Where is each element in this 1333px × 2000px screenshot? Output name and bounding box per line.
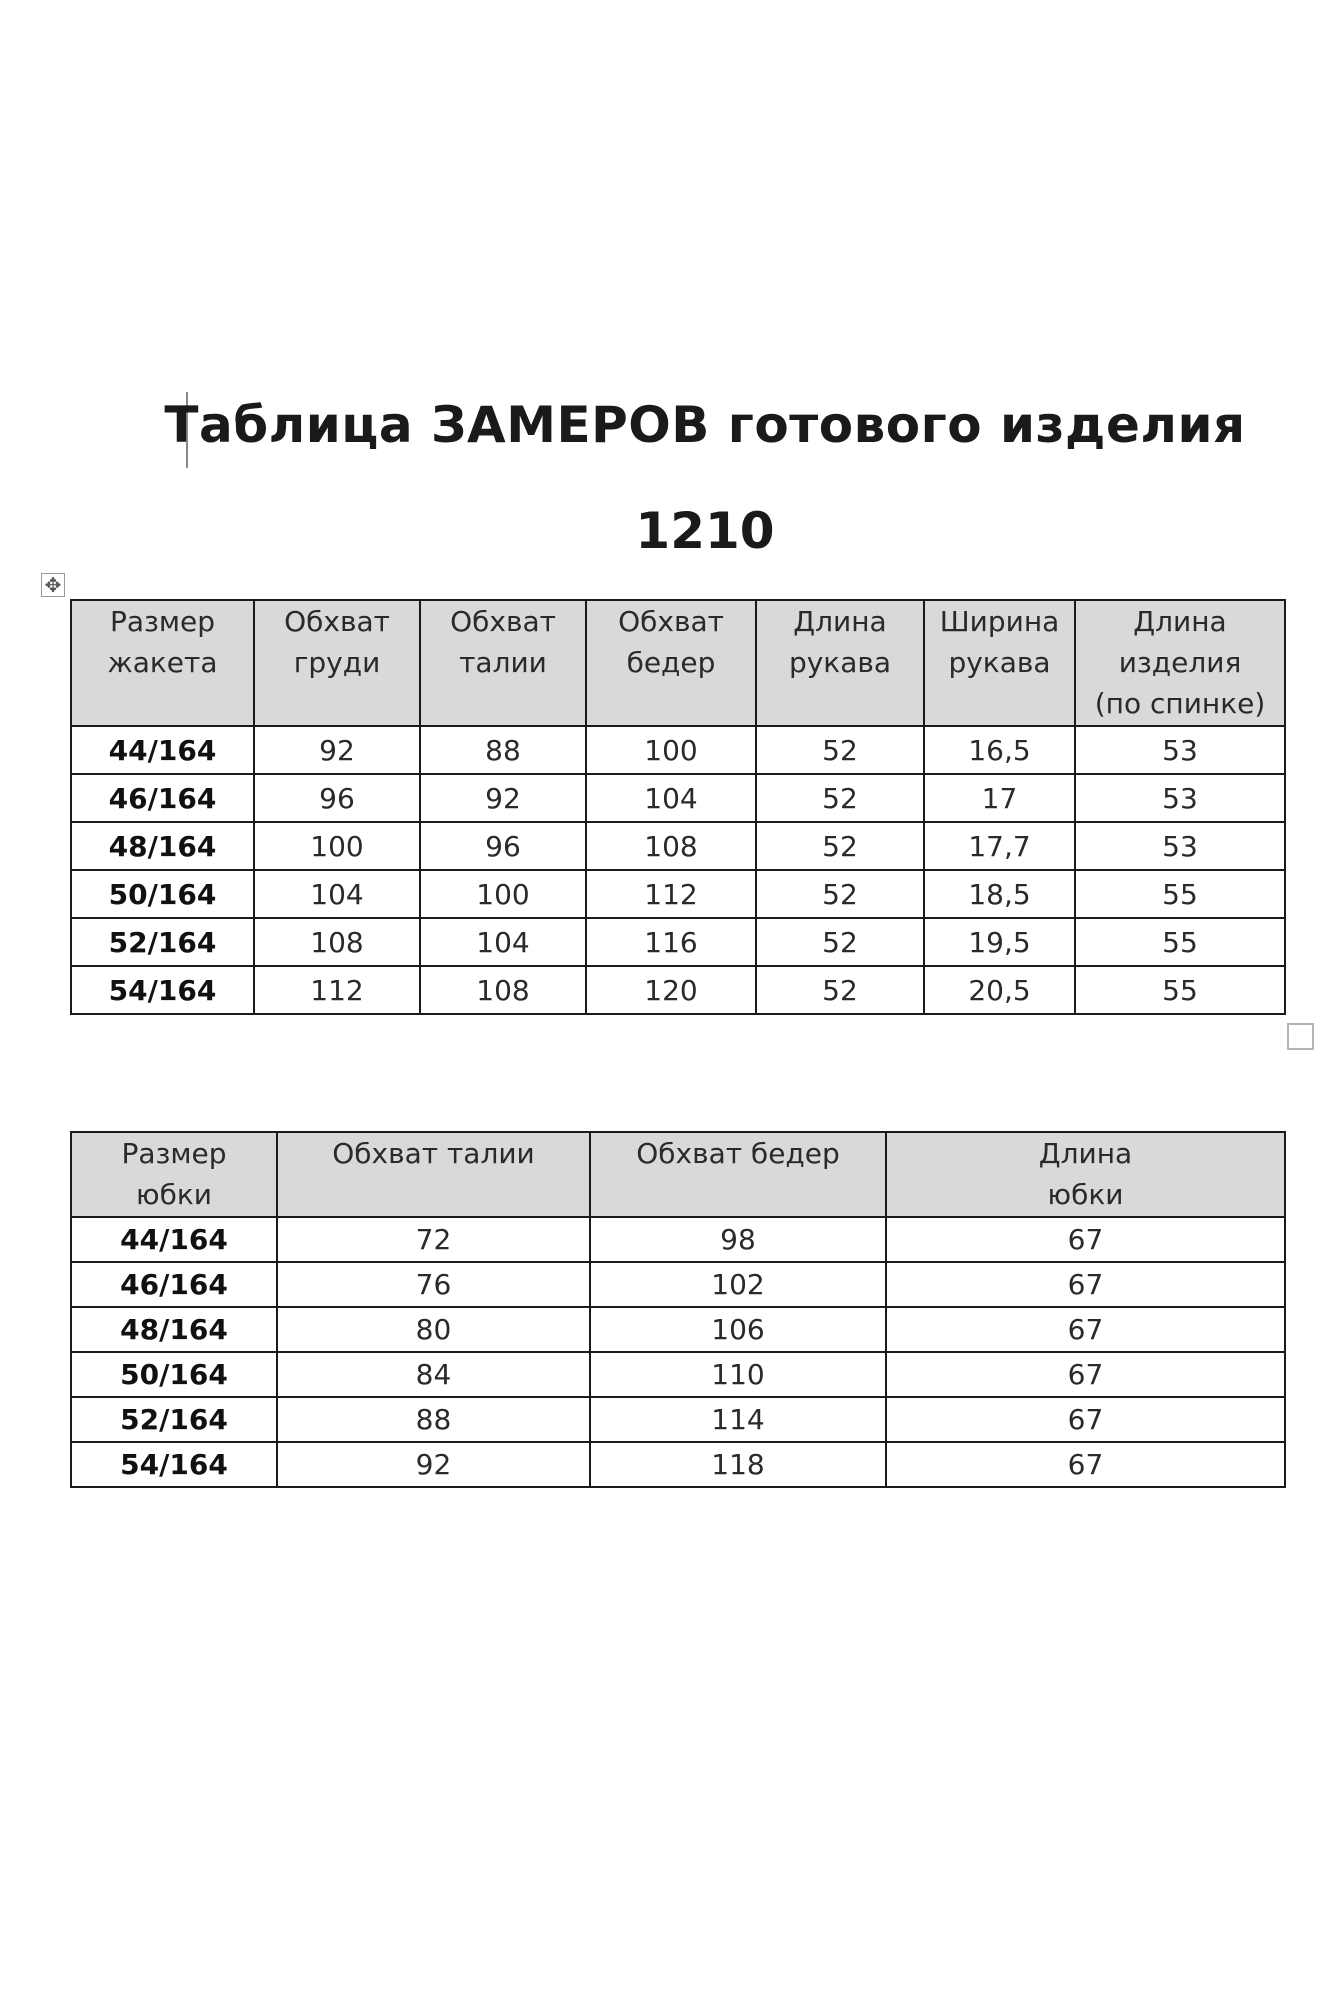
measurement-cell: 67 [886,1262,1285,1307]
size-cell: 54/164 [71,1442,277,1487]
measurement-cell: 17,7 [924,822,1075,870]
page-title: Таблица ЗАМЕРОВ готового изделия [164,396,1246,454]
table-row [71,1397,1285,1442]
measurement-cell: 92 [420,774,586,822]
table-row [71,726,1285,774]
measurement-cell: 53 [1075,774,1285,822]
measurement-cell: 118 [590,1442,886,1487]
table-row [71,870,1285,918]
size-cell: 44/164 [71,1217,277,1262]
measurement-cell: 108 [254,918,420,966]
table-row [71,774,1285,822]
skirt-measurements-table [70,1131,1286,1488]
measurement-cell: 112 [254,966,420,1014]
column-header: Обхват бедер [586,600,756,726]
measurement-cell: 53 [1075,726,1285,774]
measurement-cell: 108 [420,966,586,1014]
measurement-cell: 120 [586,966,756,1014]
measurement-cell: 16,5 [924,726,1075,774]
measurement-cell: 52 [756,774,924,822]
column-header: Длина изделия (по спинке) [1075,600,1285,726]
measurement-cell: 72 [277,1217,590,1262]
measurement-cell: 84 [277,1352,590,1397]
measurement-cell: 52 [756,726,924,774]
measurement-cell: 52 [756,822,924,870]
column-header: Обхват талии [420,600,586,726]
measurement-cell: 104 [420,918,586,966]
measurement-cell: 104 [254,870,420,918]
measurement-cell: 100 [254,822,420,870]
measurement-cell: 106 [590,1307,886,1352]
table-row [71,1217,1285,1262]
measurement-cell: 55 [1075,918,1285,966]
table-row [71,1262,1285,1307]
table-header-row [71,1132,1285,1217]
measurement-cell: 52 [756,918,924,966]
measurement-cell: 114 [590,1397,886,1442]
measurement-cell: 67 [886,1307,1285,1352]
measurement-cell: 108 [586,822,756,870]
measurement-cell: 67 [886,1397,1285,1442]
resize-handle-icon[interactable] [1287,1023,1314,1050]
measurement-cell: 104 [586,774,756,822]
model-number: 1210 [635,502,775,560]
table-row [71,966,1285,1014]
measurement-cell: 19,5 [924,918,1075,966]
measurement-cell: 17 [924,774,1075,822]
size-cell: 44/164 [71,726,254,774]
measurement-cell: 53 [1075,822,1285,870]
size-cell: 50/164 [71,870,254,918]
measurement-cell: 18,5 [924,870,1075,918]
measurement-cell: 76 [277,1262,590,1307]
column-header: Длина рукава [756,600,924,726]
measurement-cell: 67 [886,1442,1285,1487]
measurement-cell: 20,5 [924,966,1075,1014]
column-header: Обхват бедер [590,1132,886,1217]
table-row [71,822,1285,870]
measurement-cell: 55 [1075,966,1285,1014]
measurement-cell: 100 [586,726,756,774]
table-header-row [71,600,1285,726]
measurement-cell: 98 [590,1217,886,1262]
measurement-cell: 67 [886,1352,1285,1397]
measurement-cell: 88 [277,1397,590,1442]
column-header: Размер жакета [71,600,254,726]
column-header: Ширина рукава [924,600,1075,726]
column-header: Обхват талии [277,1132,590,1217]
measurement-cell: 80 [277,1307,590,1352]
size-cell: 54/164 [71,966,254,1014]
measurement-cell: 67 [886,1217,1285,1262]
column-header: Обхват груди [254,600,420,726]
size-cell: 46/164 [71,1262,277,1307]
measurement-cell: 110 [590,1352,886,1397]
measurement-cell: 52 [756,870,924,918]
measurement-cell: 88 [420,726,586,774]
measurement-cell: 102 [590,1262,886,1307]
measurement-cell: 116 [586,918,756,966]
measurement-cell: 55 [1075,870,1285,918]
measurement-cell: 96 [254,774,420,822]
column-header: Длина юбки [886,1132,1285,1217]
size-cell: 48/164 [71,1307,277,1352]
table-row [71,918,1285,966]
jacket-measurements-table [70,599,1286,1015]
table-row [71,1307,1285,1352]
size-cell: 52/164 [71,1397,277,1442]
measurement-cell: 112 [586,870,756,918]
measurement-cell: 92 [254,726,420,774]
measurement-cell: 100 [420,870,586,918]
measurement-cell: 96 [420,822,586,870]
move-arrows-icon[interactable]: ✥ [41,573,65,597]
measurement-cell: 52 [756,966,924,1014]
size-cell: 52/164 [71,918,254,966]
table-row [71,1352,1285,1397]
size-cell: 46/164 [71,774,254,822]
size-cell: 48/164 [71,822,254,870]
size-cell: 50/164 [71,1352,277,1397]
measurement-cell: 92 [277,1442,590,1487]
table-row [71,1442,1285,1487]
column-header: Размер юбки [71,1132,277,1217]
